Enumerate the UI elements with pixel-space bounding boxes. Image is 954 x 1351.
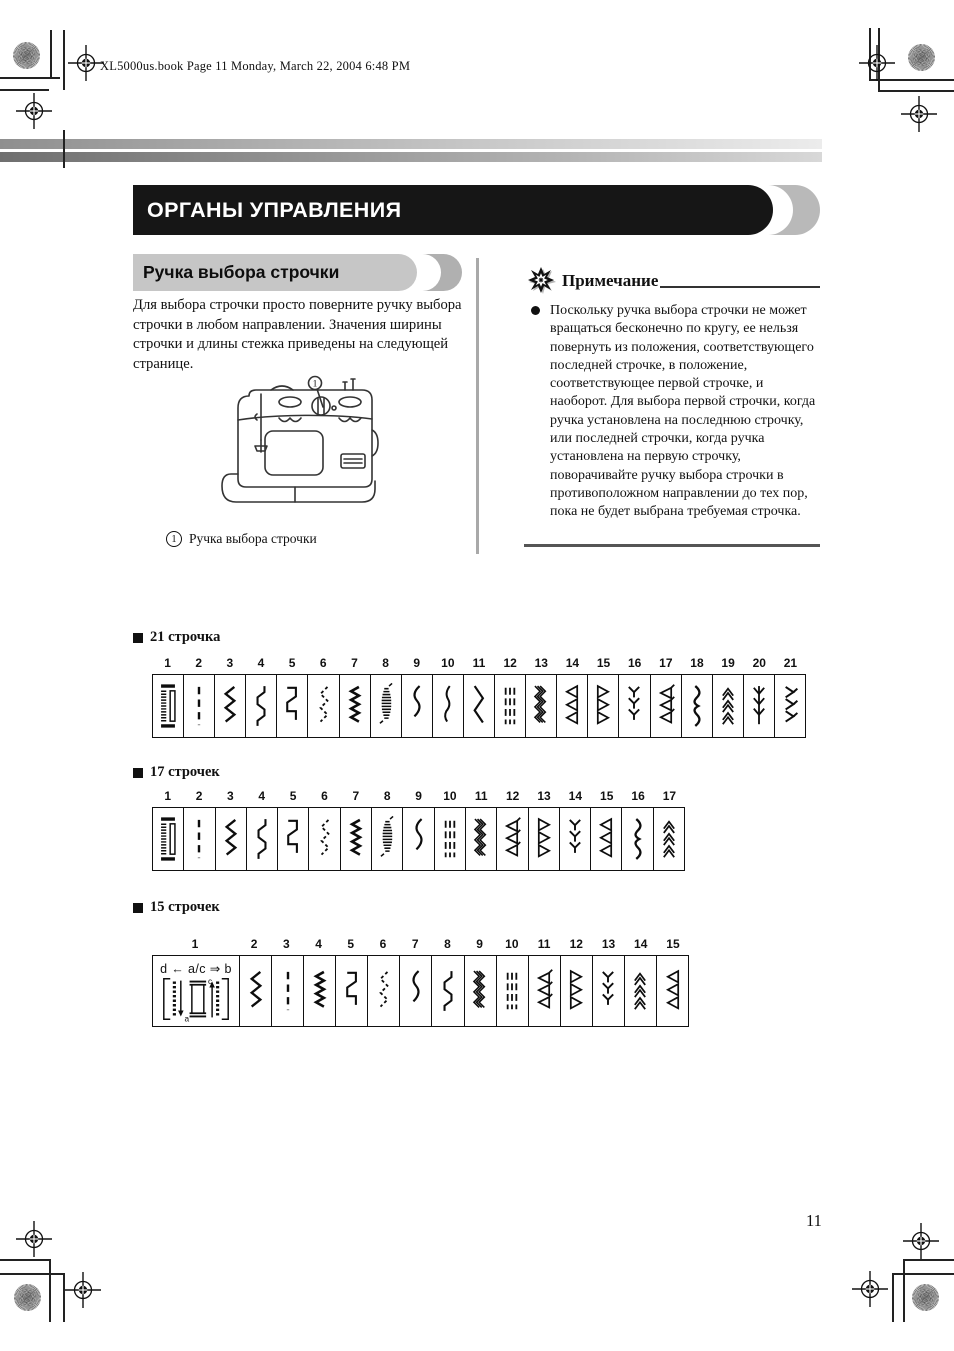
stitch-cell-wave [400, 956, 432, 1026]
stitch-number-15: 15 [600, 789, 614, 803]
stitch-number-15: 15 [666, 937, 680, 951]
trim-line [0, 1273, 63, 1275]
trim-line [63, 30, 65, 90]
triangles-right-stitch-icon [531, 811, 557, 867]
buttonhole-stitch-icon [155, 811, 181, 867]
chapter-title-bar [133, 185, 773, 235]
stitch-cell-zigzag-triple [304, 956, 336, 1026]
zigzag-stitch-icon [243, 963, 269, 1019]
stitch-cell-zigzag [240, 956, 272, 1026]
stitch-cell-wave [403, 808, 434, 870]
straight-dashed-stitch-icon [186, 678, 212, 734]
wave-stitch-icon [406, 811, 432, 867]
caption-number-icon: 1 [166, 531, 182, 547]
note-burst-icon [524, 263, 558, 302]
registration-crosshair [15, 92, 53, 135]
stitch-cell-chevrons-up [654, 808, 684, 870]
table-label-17 [133, 764, 220, 781]
stitch-cell-brace-curve [622, 808, 653, 870]
stitch-cell-triangles-left-arrow [529, 956, 561, 1026]
section-heading-bar [133, 254, 417, 291]
stitch-number-14: 14 [634, 937, 648, 951]
stitch-cell-zigzag-triple [340, 675, 371, 737]
stitch-cell-buttonhole-4step [153, 956, 240, 1026]
stitch-cell-triangles-left-arrow [497, 808, 528, 870]
stitch-number-12: 12 [569, 937, 583, 951]
stitch-number-3: 3 [226, 656, 234, 670]
stitch-cell-zigzag-dashed [308, 675, 339, 737]
stitch-number-8: 8 [383, 789, 391, 803]
trim-line [892, 1273, 894, 1322]
stitch-cell-brace-curve [682, 675, 713, 737]
stitch-cell-zigzag [216, 808, 247, 870]
buttonhole-stitch-icon [155, 678, 181, 734]
gradient-bar-top [0, 139, 822, 149]
stitch-number-13: 13 [534, 656, 548, 670]
chevrons-arrow-stitch-icon [777, 678, 803, 734]
feather-branch-stitch-icon [746, 678, 772, 734]
stitch-cell-diamond-dense [465, 956, 497, 1026]
stitch-number-10: 10 [443, 789, 457, 803]
stitch-number-11: 11 [472, 656, 486, 670]
triangles-left-arrow-stitch-icon [653, 678, 679, 734]
stitch-number-6: 6 [321, 789, 328, 803]
column-divider [476, 258, 479, 554]
stitch-cell-zigzag-square [277, 675, 308, 737]
note-heading-rule [660, 286, 820, 288]
stitch-number-3: 3 [282, 937, 290, 951]
stitch-cell-buttonhole [153, 808, 184, 870]
straight-dashed-stitch-icon [275, 963, 301, 1019]
stitch-cell-zigzag-flat [246, 675, 277, 737]
registration-crosshair [858, 44, 896, 87]
stitch-cell-buttonhole [153, 675, 184, 737]
stitch-number-10: 10 [505, 937, 519, 951]
triangles-left-stitch-icon [660, 963, 686, 1019]
stitch-number-16: 16 [628, 656, 642, 670]
table-label-15 [133, 899, 220, 916]
note-bottom-rule [524, 544, 820, 547]
stitch-number-4: 4 [257, 656, 265, 670]
print-header: XL5000us.book Page 11 Monday, March 22, 2004 6:48 PM [100, 59, 411, 73]
figure-callout-number: 1 [312, 379, 318, 390]
zigzag-square-stitch-icon [339, 963, 365, 1019]
stitch-cell-straight-dashed [184, 675, 215, 737]
stitch-number-17: 17 [662, 789, 677, 803]
stitch-cell-diamond-dense [466, 808, 497, 870]
stitch-number-1: 1 [164, 789, 172, 803]
stitch-cell-triangles-left [591, 808, 622, 870]
zigzag-triple-stitch-icon [342, 678, 368, 734]
zigzag-flat-stitch-icon [435, 963, 461, 1019]
stitch-number-5: 5 [347, 937, 355, 951]
stitch-number-8: 8 [382, 656, 389, 670]
sewing-machine-figure [195, 374, 435, 531]
stitch-cell-wave [402, 675, 433, 737]
stitch-cell-shell-edge [372, 808, 403, 870]
straight-triple-stitch-icon [497, 678, 523, 734]
stitch-number-8: 8 [444, 937, 451, 951]
lightning-stitch-icon [466, 678, 492, 734]
stitch-number-2: 2 [250, 937, 258, 951]
stitch-cell-chevrons-arrow [775, 675, 805, 737]
diamond-dense-stitch-icon [528, 678, 554, 734]
zigzag-triple-stitch-icon [343, 811, 369, 867]
feather-down-stitch-icon [595, 963, 621, 1019]
table-label-15-text: 15 строчек [150, 899, 220, 915]
stitch-number-18: 18 [690, 656, 704, 670]
stitch-cell-zigzag-triple [341, 808, 372, 870]
stitch-cell-triangles-left [557, 675, 588, 737]
stitch-cell-triangles-right [529, 808, 560, 870]
stitch-cell-straight-triple [497, 956, 529, 1026]
stitch-cell-straight-dashed [184, 808, 215, 870]
figure-caption [166, 531, 317, 547]
stitch-number-row [152, 656, 806, 670]
registration-crosshair [851, 1270, 889, 1313]
svg-text:a: a [184, 1014, 190, 1022]
stitch-number-16: 16 [631, 789, 645, 803]
stitch-cell-zigzag-square [336, 956, 368, 1026]
stitch-number-2: 2 [195, 656, 203, 670]
stitch-cell-triangles-left [657, 956, 688, 1026]
halftone-circle [912, 1284, 939, 1311]
stitch-cell-feather-down [593, 956, 625, 1026]
stitch-cell-zigzag-dashed [368, 956, 400, 1026]
stitch-cell-shell-edge [371, 675, 402, 737]
stitch-number-9: 9 [413, 656, 421, 670]
stitch-table-15 [152, 937, 689, 1027]
stitch-number-6: 6 [379, 937, 387, 951]
halftone-circle [13, 42, 40, 69]
stitch-number-5: 5 [288, 656, 296, 670]
stitch-cell-feather-branch [744, 675, 775, 737]
stitch-cell-triangles-right [588, 675, 619, 737]
wave-stitch-icon [404, 678, 430, 734]
stitch-number-12: 12 [505, 789, 520, 803]
shell-edge-stitch-icon [373, 678, 399, 734]
diamond-dense-stitch-icon [468, 811, 494, 867]
stitch-cell-straight-triple [495, 675, 526, 737]
stitch-number-7: 7 [351, 656, 358, 670]
straight-triple-stitch-icon [499, 963, 525, 1019]
stitch-number-10: 10 [441, 656, 455, 670]
stitch-number-2: 2 [195, 789, 203, 803]
stitch-cell-feather-down [619, 675, 650, 737]
stitch-row [152, 955, 689, 1027]
sewing-machine-illustration [195, 374, 435, 526]
stitch-number-13: 13 [601, 937, 616, 951]
registration-crosshair [900, 95, 938, 138]
figure-caption-text: Ручка выбора строчки [189, 531, 317, 546]
stitch-number-4: 4 [258, 789, 266, 803]
trim-line [49, 1259, 51, 1322]
feather-down-stitch-icon [562, 811, 588, 867]
stitch-cell-straight-dashed [272, 956, 304, 1026]
zigzag-flat-stitch-icon [249, 811, 275, 867]
stitch-row [152, 674, 806, 738]
stitch-cell-chevrons-up [625, 956, 657, 1026]
stitch-number-12: 12 [503, 656, 517, 670]
registration-crosshair [15, 1220, 53, 1263]
feather-down-stitch-icon [621, 678, 647, 734]
stitch-number-7: 7 [352, 789, 360, 803]
triangles-right-stitch-icon [563, 963, 589, 1019]
chapter-title: ОРГАНЫ УПРАВЛЕНИЯ [147, 197, 402, 222]
stitch-table-17 [152, 789, 685, 871]
triangles-left-arrow-stitch-icon [499, 811, 525, 867]
zigzag-dashed-stitch-icon [371, 963, 397, 1019]
trim-line [0, 89, 49, 91]
trim-line [878, 90, 954, 92]
wave-stitch-icon [403, 963, 429, 1019]
page-number: 11 [806, 1211, 822, 1230]
table-label-21 [133, 629, 220, 646]
stitch-cell-zigzag-square [278, 808, 309, 870]
stitch-number-row [152, 937, 689, 951]
chevrons-up-stitch-icon [627, 963, 653, 1019]
brace-curve-stitch-icon [684, 678, 710, 734]
stitch-number-11: 11 [474, 789, 488, 803]
registration-crosshair [67, 44, 105, 87]
stitch-cell-diamond-dense [526, 675, 557, 737]
stitch-cell-chevrons-up [713, 675, 744, 737]
stitch-number-9: 9 [415, 789, 422, 803]
stitch-cell-zigzag-dashed [309, 808, 340, 870]
stitch-row [152, 807, 685, 871]
stitch-number-6: 6 [319, 656, 327, 670]
stitch-number-14: 14 [565, 656, 580, 670]
zigzag-square-stitch-icon [279, 678, 305, 734]
stitch-number-15: 15 [596, 656, 611, 670]
chevrons-up-stitch-icon [656, 811, 682, 867]
stitch-number-1: 1 [191, 937, 199, 951]
stitch-number-7: 7 [411, 937, 419, 951]
stitch-number-17: 17 [659, 656, 673, 670]
stitch-number-13: 13 [537, 789, 551, 803]
triangles-left-stitch-icon [559, 678, 585, 734]
wave-narrow-stitch-icon [435, 678, 461, 734]
stitch-cell-feather-down [560, 808, 591, 870]
note-heading: Примечание [562, 271, 659, 290]
stitch-cell-straight-triple [435, 808, 466, 870]
diamond-dense-stitch-icon [467, 963, 493, 1019]
zigzag-triple-stitch-icon [307, 963, 333, 1019]
zigzag-square-stitch-icon [280, 811, 306, 867]
square-bullet-icon [133, 633, 143, 643]
zigzag-flat-stitch-icon [248, 678, 274, 734]
stitch-cell-triangles-left-arrow [651, 675, 682, 737]
gradient-bar-bottom [0, 152, 822, 162]
brace-curve-stitch-icon [625, 811, 651, 867]
section-heading: Ручка выбора строчки [143, 262, 340, 282]
stitch-cell-wave-narrow [433, 675, 464, 737]
zigzag-stitch-icon [217, 678, 243, 734]
zigzag-stitch-icon [218, 811, 244, 867]
stitch-table-21 [152, 656, 806, 738]
stitch-number-5: 5 [289, 789, 297, 803]
svg-text:c: c [207, 976, 213, 986]
straight-dashed-stitch-icon [186, 811, 212, 867]
stitch-number-4: 4 [315, 937, 322, 951]
stitch-number-11: 11 [537, 937, 551, 951]
triangles-left-arrow-stitch-icon [531, 963, 557, 1019]
note-bullet-icon [531, 306, 540, 315]
table-label-21-text: 21 строчка [150, 629, 221, 645]
square-bullet-icon [133, 768, 143, 778]
stitch-number-21: 21 [783, 656, 798, 670]
stitch-number-19: 19 [721, 656, 735, 670]
trim-line [63, 130, 65, 168]
stitch-number-9: 9 [476, 937, 483, 951]
table-label-17-text: 17 строчек [150, 764, 220, 780]
triangles-left-stitch-icon [593, 811, 619, 867]
chevrons-up-stitch-icon [715, 678, 741, 734]
triangles-right-stitch-icon [590, 678, 616, 734]
trim-line [50, 30, 52, 78]
trim-line [903, 1259, 905, 1322]
note-bullet-text: Поскольку ручка выбора строчки не может вращаться бесконечно по кругу, ее нельзя повернуть из положения, соответствующего последней строчке, в положение, соответствующее первой строчке, и наоборот. Для выбора первой строчки, когда ручка установлена на последнюю строчку, или последней строчки, когда ручка установлена на первую строчку, поворачивайте ручку выбора строчки в противоположном направлении до тех пор, пока не будет выбрана требуемая строчка. [550, 303, 816, 520]
shell-edge-stitch-icon [374, 811, 400, 867]
halftone-circle [14, 1284, 41, 1311]
section-body: Для выбора строчки просто поверните ручку выбора строчки в любом направлении. Значения ширины строчки и длины стежка приведены на следующей странице. [133, 297, 462, 372]
stitch-number-row [152, 789, 685, 803]
zigzag-dashed-stitch-icon [311, 678, 337, 734]
stitch-number-1: 1 [164, 656, 171, 670]
trim-line [892, 1273, 954, 1275]
zigzag-dashed-stitch-icon [312, 811, 338, 867]
stitch-number-20: 20 [752, 656, 766, 670]
stitch-cell-zigzag-flat [247, 808, 278, 870]
stitch-number-3: 3 [227, 789, 234, 803]
stitch-number-14: 14 [568, 789, 583, 803]
registration-crosshair [64, 1271, 102, 1314]
registration-crosshair [902, 1222, 940, 1265]
buttonhole-step-formula: d ← a/c ⇒ b [160, 961, 232, 976]
stitch-cell-zigzag [215, 675, 246, 737]
halftone-circle [908, 44, 935, 71]
stitch-cell-zigzag-flat [432, 956, 464, 1026]
stitch-cell-triangles-right [561, 956, 593, 1026]
stitch-cell-lightning [464, 675, 495, 737]
square-bullet-icon [133, 903, 143, 913]
straight-triple-stitch-icon [437, 811, 463, 867]
buttonhole-4step-stitch-icon [158, 976, 234, 1022]
